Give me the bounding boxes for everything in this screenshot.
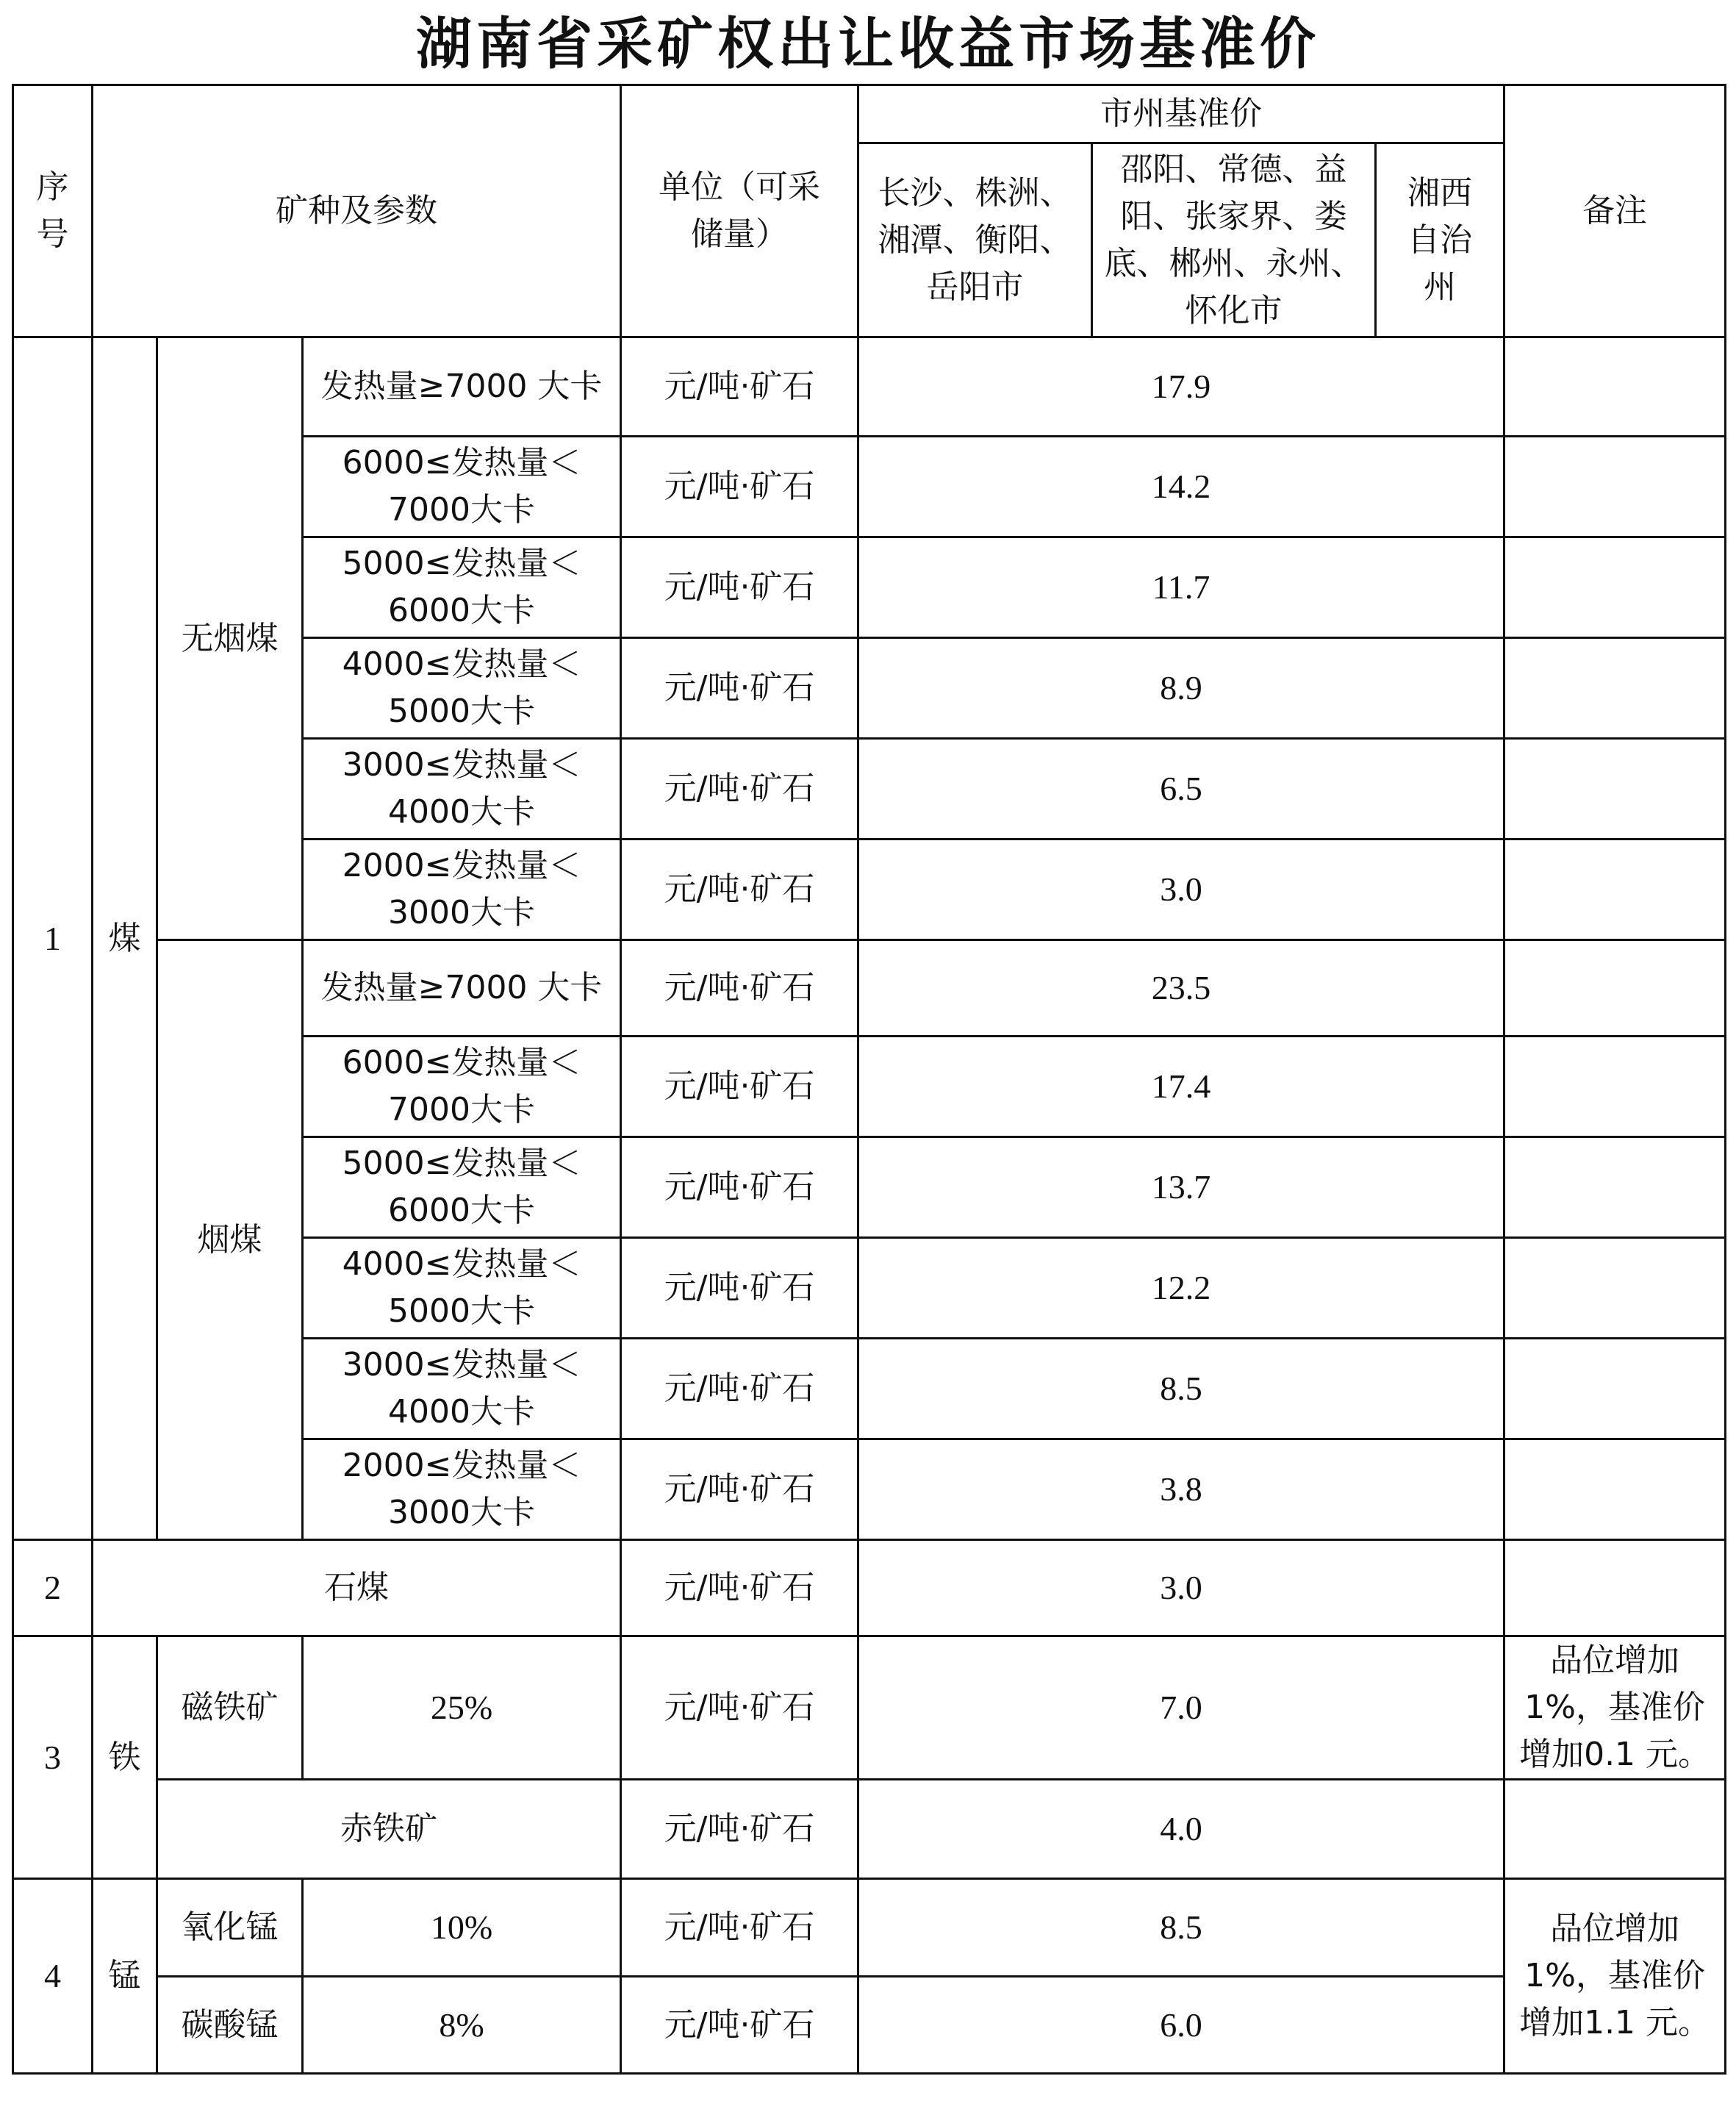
seq-cell: 2 [13,1540,93,1636]
remark-cell [1504,638,1726,739]
param-cell: 2000≤发热量＜3000大卡 [303,1439,621,1540]
unit-cell: 元/吨·矿石 [621,1780,858,1879]
param-cell: 发热量≥7000 大卡 [303,940,621,1037]
header-region-2: 邵阳、常德、益阳、张家界、娄底、郴州、永州、怀化市 [1092,143,1376,337]
subtype-cell: 赤铁矿 [157,1780,621,1879]
header-region-3: 湘西自治州 [1376,143,1504,337]
param-cell: 发热量≥7000 大卡 [303,337,621,437]
price-cell: 8.9 [858,638,1504,739]
unit-cell: 元/吨·矿石 [621,638,858,739]
price-cell: 11.7 [858,537,1504,638]
subtype-cell: 氧化锰 [157,1879,303,1977]
remark-cell [1504,1037,1726,1137]
subtype-cell: 磁铁矿 [157,1636,303,1780]
param-cell: 6000≤发热量＜7000大卡 [303,1037,621,1137]
param-cell: 25% [303,1636,621,1780]
header-row-1 [13,85,1726,143]
remark-cell [1504,1540,1726,1636]
unit-cell: 元/吨·矿石 [621,739,858,840]
price-cell: 13.7 [858,1137,1504,1238]
price-cell: 6.5 [858,739,1504,840]
param-cell: 4000≤发热量＜5000大卡 [303,1238,621,1339]
param-cell: 5000≤发热量＜6000大卡 [303,1137,621,1238]
unit-cell: 元/吨·矿石 [621,337,858,437]
remark-cell: 品位增加1%，基准价增加0.1 元。 [1504,1636,1726,1780]
remark-cell: 品位增加1%，基准价增加1.1 元。 [1504,1879,1726,2074]
price-cell: 12.2 [858,1238,1504,1339]
remark-cell [1504,537,1726,638]
remark-cell [1504,1780,1726,1879]
param-cell: 10% [303,1879,621,1977]
unit-cell: 元/吨·矿石 [621,1439,858,1540]
unit-cell: 元/吨·矿石 [621,1238,858,1339]
seq-cell: 1 [13,337,93,1540]
unit-cell: 元/吨·矿石 [621,1137,858,1238]
price-cell: 3.8 [858,1439,1504,1540]
table-row [13,337,1726,437]
remark-cell [1504,840,1726,940]
remark-cell [1504,940,1726,1037]
price-cell: 8.5 [858,1879,1504,1977]
unit-cell: 元/吨·矿石 [621,1540,858,1636]
subtype-cell: 无烟煤 [157,337,303,940]
mineral-cell: 石煤 [93,1540,621,1636]
table-row [13,1636,1726,1780]
unit-cell: 元/吨·矿石 [621,1339,858,1439]
remark-cell [1504,337,1726,437]
param-cell: 8% [303,1977,621,2074]
price-cell: 8.5 [858,1339,1504,1439]
unit-cell: 元/吨·矿石 [621,1636,858,1780]
seq-cell: 3 [13,1636,93,1879]
price-cell: 3.0 [858,840,1504,940]
param-cell: 2000≤发热量＜3000大卡 [303,840,621,940]
param-cell: 3000≤发热量＜4000大卡 [303,739,621,840]
price-cell: 6.0 [858,1977,1504,2074]
subtype-cell: 烟煤 [157,940,303,1540]
remark-cell [1504,437,1726,537]
remark-cell [1504,1339,1726,1439]
unit-cell: 元/吨·矿石 [621,1879,858,1977]
table-row [13,1780,1726,1879]
table-row [13,1540,1726,1636]
header-unit: 单位（可采储量） [621,85,858,337]
mineral-cell: 锰 [93,1879,157,2074]
param-cell: 5000≤发热量＜6000大卡 [303,537,621,638]
price-table [12,84,1726,2075]
price-cell: 17.9 [858,337,1504,437]
table-row [13,940,1726,1037]
table-row [13,1977,1726,2074]
page-title: 湖南省采矿权出让收益市场基准价 [416,11,1320,76]
header-remark: 备注 [1504,85,1726,337]
unit-cell: 元/吨·矿石 [621,537,858,638]
param-cell: 3000≤发热量＜4000大卡 [303,1339,621,1439]
table-row [13,1879,1726,1977]
unit-cell: 元/吨·矿石 [621,940,858,1037]
header-seq: 序号 [13,85,93,337]
subtype-cell: 碳酸锰 [157,1977,303,2074]
unit-cell: 元/吨·矿石 [621,1977,858,2074]
unit-cell: 元/吨·矿石 [621,840,858,940]
header-mineral: 矿种及参数 [93,85,621,337]
remark-cell [1504,1439,1726,1540]
price-cell: 3.0 [858,1540,1504,1636]
price-cell: 23.5 [858,940,1504,1037]
price-cell: 4.0 [858,1780,1504,1879]
price-cell: 14.2 [858,437,1504,537]
header-region-1: 长沙、株洲、湘潭、衡阳、岳阳市 [858,143,1092,337]
unit-cell: 元/吨·矿石 [621,437,858,537]
mineral-cell: 铁 [93,1636,157,1879]
price-cell: 17.4 [858,1037,1504,1137]
mineral-cell: 煤 [93,337,157,1540]
remark-cell [1504,1137,1726,1238]
price-cell: 7.0 [858,1636,1504,1780]
param-cell: 4000≤发热量＜5000大卡 [303,638,621,739]
remark-cell [1504,739,1726,840]
seq-cell: 4 [13,1879,93,2074]
header-price-group: 市州基准价 [858,85,1504,143]
unit-cell: 元/吨·矿石 [621,1037,858,1137]
remark-cell [1504,1238,1726,1339]
param-cell: 6000≤发热量＜7000大卡 [303,437,621,537]
